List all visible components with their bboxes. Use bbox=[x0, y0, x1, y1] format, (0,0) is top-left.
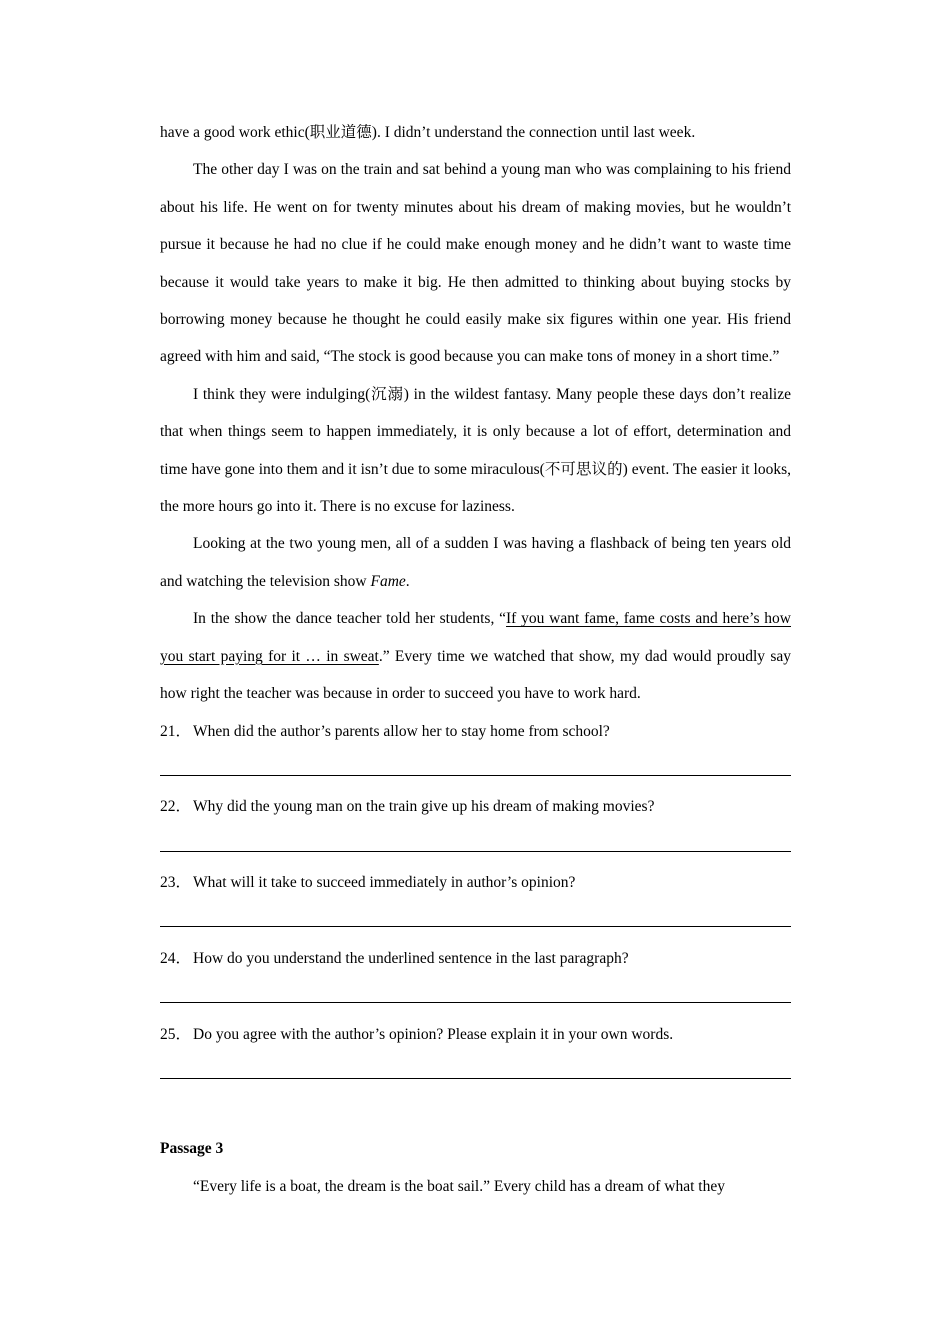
question-text: How do you understand the underlined sentence in the last paragraph? bbox=[193, 949, 629, 967]
paragraph-fantasy: I think they were indulging(沉溺) in the wildest fantasy. Many people these days don’t realize that when things seem to happen immediately, it is only because a lot of effort, determination and time have gone into them and it isn’t due to some miraculous(不可思议的) event. The easier it looks, the more hours go into it. There is no excuse for laziness. bbox=[160, 385, 791, 516]
question-number: 23． bbox=[160, 874, 192, 892]
show-title-fame: Fame bbox=[370, 572, 406, 590]
underlined-sentence: If you want fame, fame costs and here’s how you start paying for it … in sweat bbox=[160, 610, 791, 665]
paragraph-flashback bbox=[160, 525, 791, 600]
question-21 bbox=[160, 713, 791, 776]
answer-line[interactable] bbox=[160, 826, 791, 852]
answer-line[interactable] bbox=[160, 901, 791, 927]
teacher-rest: .” Every time we watched that show, my dad would proudly say how right the teacher was because in order to succeed you have to work hard. bbox=[160, 647, 791, 703]
answer-line[interactable] bbox=[160, 977, 791, 1003]
section-spacer bbox=[160, 1091, 791, 1130]
question-text: When did the author’s parents allow her to stay home from school? bbox=[193, 722, 610, 740]
question-text: Why did the young man on the train give up his dream of making movies? bbox=[193, 798, 655, 816]
flashback-end: . bbox=[405, 572, 410, 590]
question-number: 25． bbox=[160, 1025, 192, 1043]
question-number: 21． bbox=[160, 722, 192, 740]
answer-line[interactable] bbox=[160, 750, 791, 776]
paragraph-train-story: The other day I was on the train and sat behind a young man who was complaining to his friend about his life. He went on for twenty minutes about his dream of making movies, but he wouldn’t pursue it because he had no clue if he could make enough money and he didn’t want to waste time because it would take years to make it big. He then admitted to thinking about buying stocks by borrowing money because he thought he could easily make six figures within one year. His friend agreed with him and said, “The stock is good because you can make tons of money in a short time.” bbox=[160, 161, 791, 366]
passage-3-first-line: “Every life is a boat, the dream is the boat sail.” Every child has a dream of what they bbox=[193, 1177, 725, 1195]
paragraph-dance-teacher bbox=[160, 600, 791, 712]
question-text: What will it take to succeed immediately in author’s opinion? bbox=[193, 874, 576, 892]
answer-line[interactable] bbox=[160, 1053, 791, 1079]
question-23 bbox=[160, 864, 791, 927]
document-content bbox=[160, 114, 791, 1205]
question-25 bbox=[160, 1016, 791, 1079]
question-22 bbox=[160, 788, 791, 851]
question-24 bbox=[160, 940, 791, 1003]
question-number: 24． bbox=[160, 949, 192, 967]
question-number: 22． bbox=[160, 798, 192, 816]
question-text: Do you agree with the author’s opinion? Please explain it in your own words. bbox=[193, 1025, 674, 1043]
paragraph-work-ethic: have a good work ethic(职业道德). I didn’t understand the connection until last week. bbox=[160, 124, 696, 141]
teacher-intro: In the show the dance teacher told her students, “ bbox=[193, 610, 507, 628]
passage-3-title: Passage 3 bbox=[160, 1140, 224, 1158]
flashback-text: Looking at the two young men, all of a sudden I was having a flashback of being ten years old and watching the television show bbox=[160, 535, 791, 590]
